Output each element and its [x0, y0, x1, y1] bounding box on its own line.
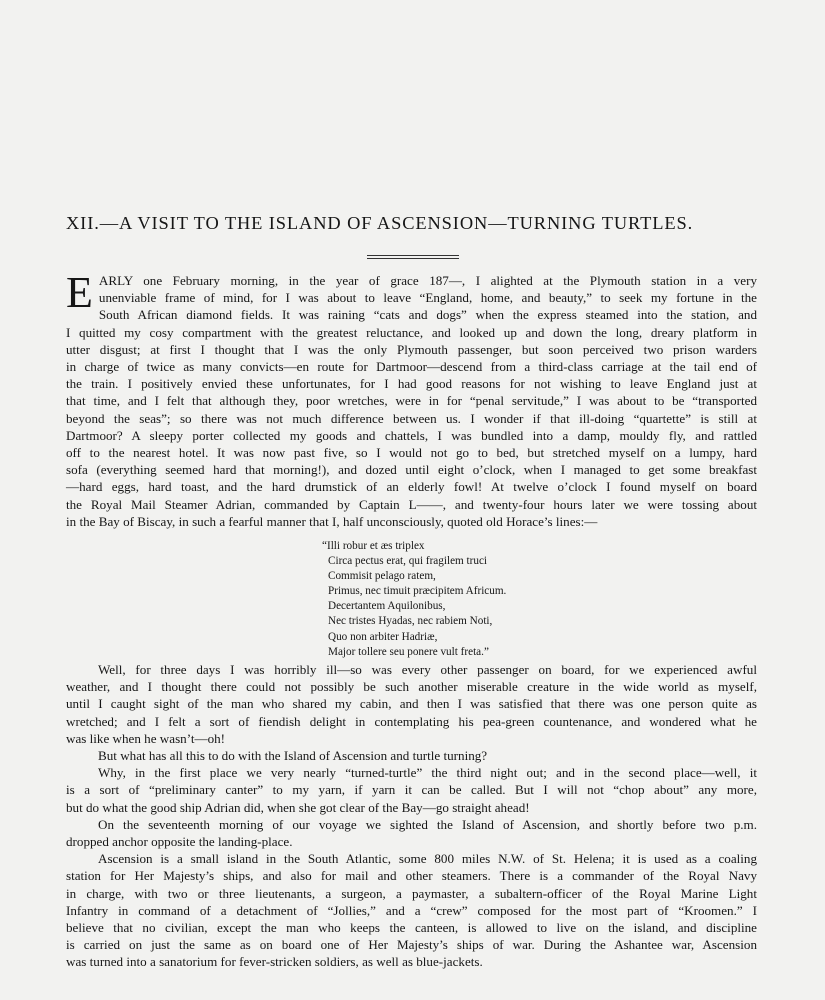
drop-cap: E	[66, 268, 93, 317]
latin-quotation	[322, 539, 506, 660]
title-divider	[367, 255, 459, 259]
quote-line: Quo non arbiter Hadriæ,	[328, 630, 438, 643]
text-line: that time, and I felt that although they, poor wretches, were in for “penal servitude,” I was about to be “transported	[66, 393, 757, 409]
text-line: Why, in the first place we very nearly “turned-turtle” the third night out; and in the second place—well, it	[98, 765, 757, 781]
text-line: unenviable frame of mind, for I was about to leave “England, home, and beauty,” to seek my fortune in the	[98, 290, 757, 306]
quote-line: Commisit pelago ratem,	[328, 570, 436, 583]
text-line: dropped anchor opposite the landing-place.	[66, 834, 293, 850]
text-line: On the seventeenth morning of our voyage we sighted the Island of Ascension, and shortly before two p.m.	[98, 816, 757, 832]
page	[66, 0, 757, 1000]
text-line: Ascension is a small island in the South Atlantic, some 800 miles N.W. of St. Helena; it is used as a coaling	[98, 851, 757, 867]
body-continuation	[66, 661, 757, 971]
text-line: but do what the good ship Adrian did, when she got clear of the Bay—go straight ahead!	[66, 799, 530, 815]
quote-line: “Illi robur et æs triplex	[322, 540, 425, 552]
text-line: beyond the seas”; so there was not much difference between us. I wonder if that ill-doing “quartette” is still at	[66, 410, 757, 426]
chapter-title: XII.—A VISIT TO THE ISLAND OF ASCENSION—TURNING TURTLES.	[66, 213, 694, 233]
quote-line: Decertantem Aquilonibus,	[328, 600, 446, 613]
text-line: Well, for three days I was horribly ill—so was every other passenger on board, for we experienced awful	[98, 662, 757, 677]
text-line: was turned into a sanatorium for fever-stricken soldiers, as well as blue-jackets.	[66, 954, 483, 970]
text-line: is carried on just the same as on board one of Her Majesty’s ships of war. During the Ashantee war, Ascension	[66, 937, 757, 953]
text-line: ARLY one February morning, in the year of grace 187—, I alighted at the Plymouth station in a very	[98, 273, 757, 288]
text-line: in charge of twice as many convicts—en route for Dartmoor—descend from a third-class carriage at the tail end of	[66, 359, 757, 375]
text-line: —hard eggs, hard toast, and the hard drumstick of an elderly fowl! At twelve o’clock I found myself on board	[66, 479, 757, 495]
text-line: South African diamond fields. It was raining “cats and dogs” when the express steamed into the station, and	[98, 307, 757, 323]
quote-line: Circa pectus erat, qui fragilem truci	[328, 555, 488, 568]
quote-line: Nec tristes Hyadas, nec rabiem Noti,	[328, 615, 493, 628]
text-line: the train. I positively envied these unfortunates, for I had good reasons for not wishing to leave England just at	[66, 376, 757, 392]
text-line: in the Bay of Biscay, in such a fearful manner that I, half unconsciously, quoted old Horace’s lines:—	[66, 513, 598, 529]
text-line: Dartmoor? A sleepy porter collected my goods and chattels, I was bundled into a damp, mouldy fly, and rattled	[66, 427, 757, 443]
text-line: until I caught sight of the man who shared my cabin, and then I was satisfied that there was one person quite as	[66, 696, 757, 712]
text-line: was like when he wasn’t—oh!	[66, 730, 226, 746]
text-line: I quitted my cosy compartment with the greatest reluctance, and looked up and down the long, dreary platform in	[66, 324, 757, 340]
text-line: believe that no civilian, except the man who keeps the canteen, is allowed to live on the island, and discipline	[66, 920, 757, 936]
quote-line: Primus, nec timuit præcipitem Africum.	[328, 585, 507, 598]
text-line: sofa (everything seemed hard that morning!), and dozed until eight o’clock, when I managed to get some breakfast	[66, 462, 757, 478]
text-line: wretched; and I felt a sort of fiendish delight in contemplating his pea-green countenance, and wondered what he	[66, 713, 757, 729]
text-line: Infantry in command of a detachment of “Jollies,” and a “crew” composed for the most part of “Kroomen.” I	[66, 902, 757, 918]
quote-line: Major tollere seu ponere vult freta.”	[328, 645, 489, 658]
text-line: station for Her Majesty’s ships, and also for mail and other steamers. There is a commander of the Royal Navy	[66, 868, 757, 884]
text-line: But what has all this to do with the Island of Ascension and turtle turning?	[98, 748, 488, 764]
text-line: is a sort of “preliminary canter” to my yarn, if yarn it can be called. But I will not “chop about” any more,	[66, 782, 757, 798]
paragraph-opening	[66, 268, 757, 530]
text-line: off to the nearest hotel. It was now past five, so I would not go to bed, but stretched myself on a lumpy, hard	[66, 445, 757, 461]
text-line: the Royal Mail Steamer Adrian, commanded by Captain L——, and twenty-four hours later we were tossing about	[66, 496, 757, 512]
text-line: utter disgust; at first I thought that I was the only Plymouth passenger, but soon perceived two prison warders	[66, 341, 757, 357]
text-line: in charge, with two or three lieutenants, a surgeon, a paymaster, a subaltern-officer of the Royal Marine Light	[66, 885, 757, 901]
text-line: weather, and I thought there could not possibly be such another miserable creature in the wide world as myself,	[66, 679, 757, 695]
